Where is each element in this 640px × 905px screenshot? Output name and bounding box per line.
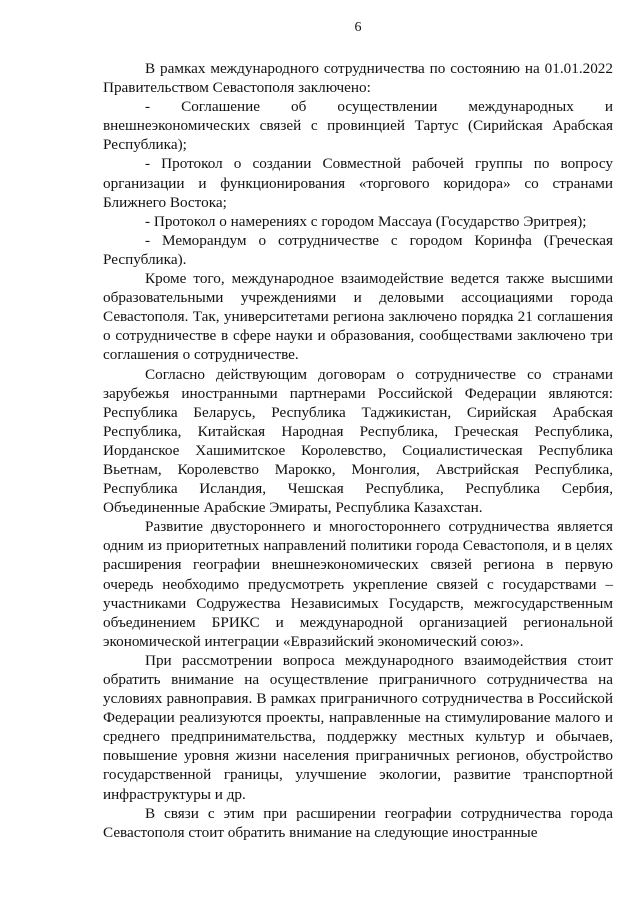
paragraph-partner-countries: Согласно действующим договорам о сотрудничестве со странами зарубежья иностранными партнерами Российской Федерации являются: Республика Беларусь, Республика Таджикистан, Сирийская Арабская Республика, Китайская Народная Республика, Греческая Республика, Иорданское Хашимитское Королевство, Социалистическая Республика Вьетнам, Королевство Марокко, Монголия, Австрийская Республика, Республика Исландия, Чешская Республика, Республика Сербия, Объединенные Арабские Эмираты, Республика Казахстан. <box>103 365 613 517</box>
list-item-protocol-trade-corridor: - Протокол о создании Совместной рабочей группы по вопросу организации и функционирования «торгового коридора» со странами Ближнего Востока; <box>103 155 613 211</box>
list-item-memorandum-corinth: - Меморандум о сотрудничестве с городом Коринфа (Греческая Республика). <box>103 231 613 268</box>
page-number: 6 <box>354 20 362 35</box>
paragraph-intro: В рамках международного сотрудничества по состоянию на 01.01.2022 Правительством Севастополя заключено: <box>103 60 613 97</box>
paragraph-conclusion: В связи с этим при расширении географии сотрудничества города Севастополя стоит обратить внимание на следующие иностранные <box>103 804 613 841</box>
document-body <box>103 59 613 842</box>
list-item-protocol-massawa: - Протокол о намерениях с городом Массауа (Государство Эритрея); <box>145 212 587 230</box>
list-item-agreement-tartus: - Соглашение об осуществлении международных и внешнеэкономических связей с провинцией Тартус (Сирийская Арабская Республика); <box>103 98 613 154</box>
paragraph-cross-border: При рассмотрении вопроса международного взаимодействия стоит обратить внимание на осуществление приграничного сотрудничества на условиях равноправия. В рамках приграничного сотрудничества в Российской Федерации реализуются проекты, направленные на стимулирование малого и среднего предпринимательства, поддержку местных культур и обычаев, повышение уровня жизни населения приграничных регионов, обустройство государственной границы, улучшение экологии, развитие транспортной инфраструктуры и др. <box>103 651 613 803</box>
paragraph-universities: Кроме того, международное взаимодействие ведется также высшими образовательными учреждениями и деловыми ассоциациями города Севастополя. Так, университетами региона заключено порядка 21 соглашения о сотрудничестве в сфере науки и образования, сообществами заключено три соглашения о сотрудничестве. <box>103 270 613 364</box>
paragraph-cooperation-development: Развитие двустороннего и многостороннего сотрудничества является одним из приоритетных направлений политики города Севастополя, и в целях расширения географии внешнеэкономических связей региона в первую очередь необходимо предусмотреть укрепление связей с государствами – участниками Содружества Независимых Государств, межгосударственным объединением БРИКС и международной организацией региональной экономической интеграции «Евразийский экономический союз». <box>103 518 613 650</box>
